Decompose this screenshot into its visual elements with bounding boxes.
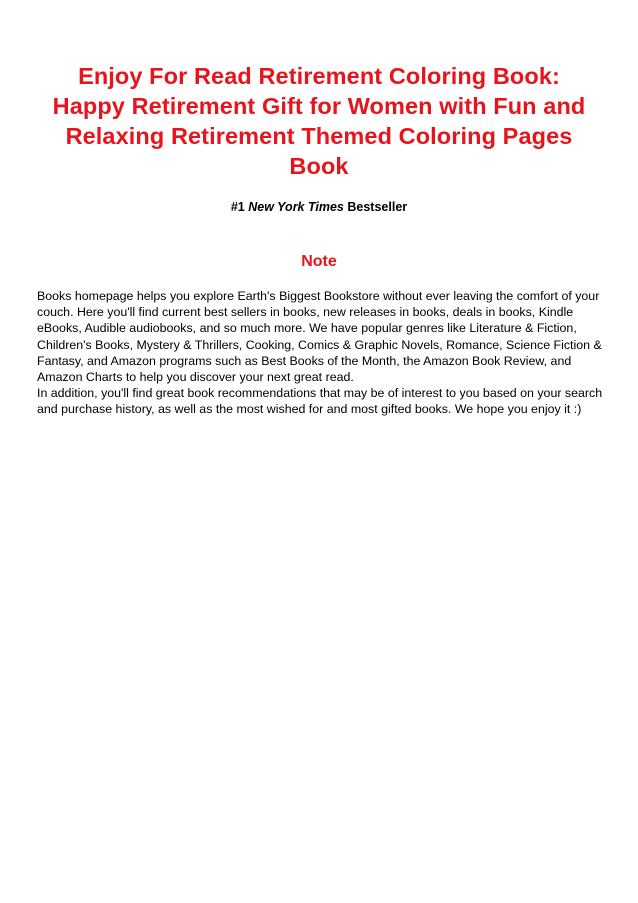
note-heading: Note [301,253,337,270]
bestseller-publication: New York Times [248,200,344,214]
bestseller-rank: #1 [230,200,245,214]
note-paragraph: In addition, you'll find great book recommendations that may be of interest to you based on your search and purchase history, as well as the most wished for and most gifted books. We hope you enjoy it :) [37,386,603,417]
note-body [37,288,603,418]
book-title: Enjoy For Read Retirement Coloring Book: Happy Retirement Gift for Women with Fun and Relaxing Retirement Themed Coloring Pages Book [52,63,586,179]
bestseller-line [0,199,638,215]
bestseller-label: Bestseller [347,200,408,214]
note-paragraph: Books homepage helps you explore Earth's Biggest Bookstore without ever leaving the comfort of your couch. Here you'll find current best sellers in books, new releases in books, deals in books, Kindle eBooks, Audible audiobooks, and so much more. We have popular genres like Literature & Fiction, Children's Books, Mystery & Thrillers, Cooking, Comics & Graphic Novels, Romance, Science Fiction & Fantasy, and Amazon programs such as Best Books of the Month, the Amazon Book Review, and Amazon Charts to help you discover your next great read. [37,289,602,385]
